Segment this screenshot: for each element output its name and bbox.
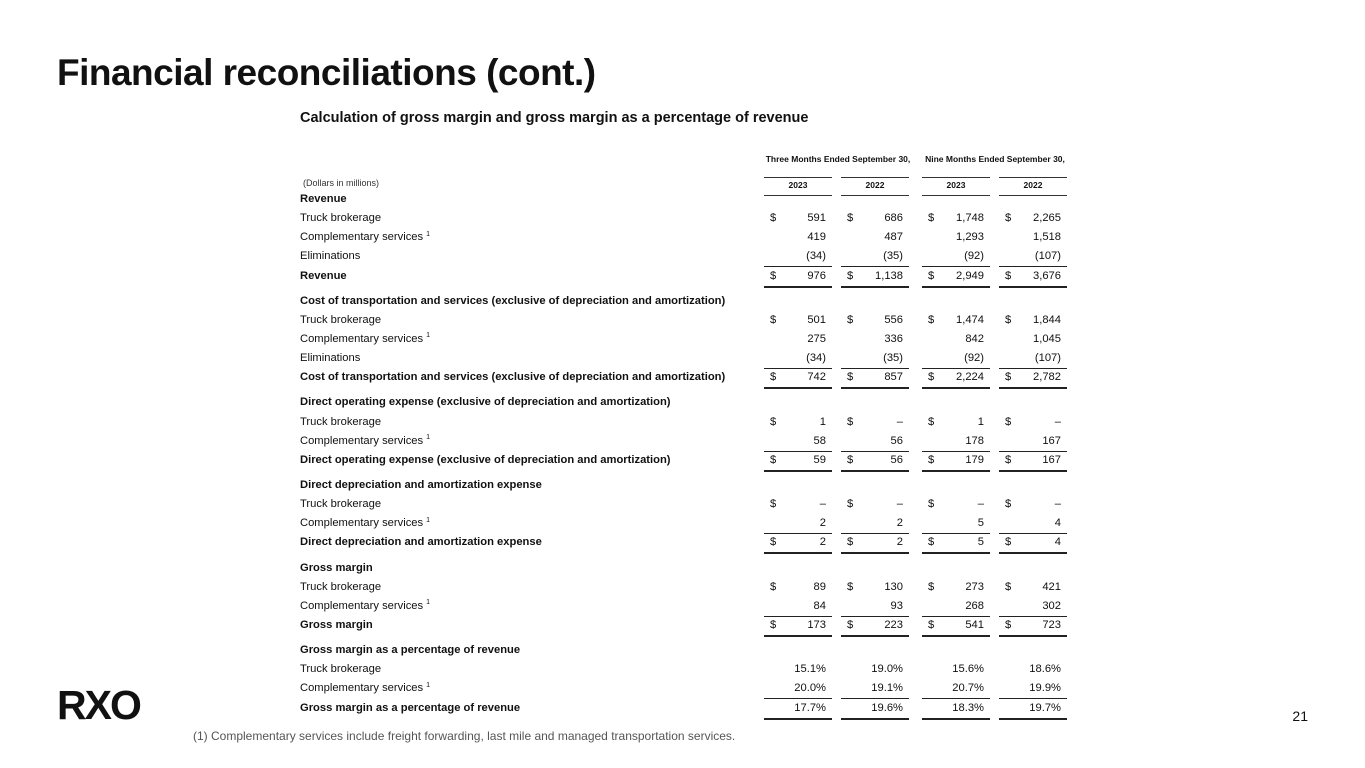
cell-value: 419	[807, 231, 826, 244]
value-cell	[764, 330, 832, 349]
row-label-text: Truck brokerage	[300, 415, 382, 428]
cell-value: 93	[890, 599, 903, 612]
cell-value: 19.6%	[871, 701, 903, 714]
row-label	[300, 413, 381, 432]
dollar-sign: $	[1005, 371, 1012, 384]
table-row	[0, 209, 1365, 228]
dollar-sign: $	[847, 415, 854, 428]
value-cell	[764, 495, 832, 514]
row-label-text: Truck brokerage	[300, 663, 382, 676]
three-months-header: Three Months Ended September 30,	[765, 154, 911, 164]
cell-value: 56	[890, 453, 903, 466]
table-row	[0, 578, 1365, 597]
dollar-sign: $	[1005, 498, 1012, 511]
cell-value: 167	[1042, 453, 1061, 466]
value-cell	[922, 679, 990, 699]
row-label	[300, 641, 520, 660]
value-cell	[922, 311, 990, 330]
cell-value: 2,782	[1033, 371, 1061, 384]
value-cell	[999, 679, 1067, 699]
cell-value: 1,748	[956, 212, 984, 225]
row-label-text: Cost of transportation and services (exclusive of depreciation and amortization)	[300, 371, 726, 384]
cell-value: 1	[977, 415, 984, 428]
dollar-sign: $	[770, 453, 777, 466]
row-label	[300, 311, 381, 330]
cell-value: 275	[807, 332, 826, 345]
value-cell	[764, 209, 832, 228]
cell-value: 1,474	[956, 313, 984, 326]
cell-value: 5	[977, 536, 984, 549]
row-label-text: Revenue	[300, 193, 347, 205]
cell-value: 20.0%	[794, 682, 826, 695]
row-label-text: Direct operating expense (exclusive of depreciation and amortization)	[300, 396, 671, 409]
section-header-row	[0, 476, 1365, 495]
value-cell	[999, 311, 1067, 330]
row-label-text: Direct depreciation and amortization expense	[300, 536, 542, 549]
dollar-sign: $	[770, 415, 777, 428]
value-cell	[922, 209, 990, 228]
cell-value: 273	[965, 580, 984, 593]
cell-value: 556	[884, 313, 903, 326]
cell-value: 2,949	[956, 269, 984, 282]
cell-value: –	[819, 498, 826, 511]
row-label	[300, 597, 430, 616]
cell-value: 1,138	[875, 269, 903, 282]
value-cell	[999, 660, 1067, 679]
dollar-sign: $	[928, 580, 935, 593]
cell-value: 59	[813, 453, 826, 466]
row-label-text: Revenue	[300, 269, 347, 282]
dollar-sign: $	[847, 269, 854, 282]
value-cell	[764, 578, 832, 597]
table-row	[0, 495, 1365, 514]
cell-value: 223	[884, 618, 903, 631]
value-cell	[764, 267, 832, 288]
footnote-marker: 1	[426, 332, 431, 340]
row-label	[300, 247, 360, 266]
footnote-marker: 1	[426, 433, 431, 441]
cell-value: 130	[884, 580, 903, 593]
row-label	[300, 368, 725, 387]
table-row	[0, 597, 1365, 616]
footnote-marker: 1	[426, 599, 431, 607]
dollar-sign: $	[928, 212, 935, 225]
dollar-sign: $	[770, 212, 777, 225]
dollar-sign: $	[928, 618, 935, 631]
cell-value: 4	[1054, 517, 1061, 530]
section-header-row	[0, 292, 1365, 311]
row-label-text: Complementary services	[300, 231, 424, 244]
table-row	[0, 533, 1365, 552]
value-cell	[999, 330, 1067, 349]
dollar-sign: $	[770, 498, 777, 511]
dollar-sign: $	[1005, 313, 1012, 326]
nine-months-header: Nine Months Ended September 30,	[925, 154, 1065, 164]
value-cell	[764, 597, 832, 617]
row-label-text: Gross margin as a percentage of revenue	[300, 644, 521, 657]
cell-value: (34)	[806, 352, 826, 365]
cell-value: 15.6%	[952, 663, 984, 676]
cell-value: 591	[807, 212, 826, 225]
cell-value: (107)	[1034, 352, 1061, 365]
row-label	[300, 533, 542, 552]
row-label	[300, 699, 520, 718]
row-label	[300, 267, 347, 286]
value-cell	[764, 349, 832, 369]
table-row	[0, 514, 1365, 533]
value-cell	[922, 247, 990, 267]
table-row	[0, 228, 1365, 247]
value-cell	[999, 451, 1067, 472]
rxo-logo: RXO	[57, 682, 140, 728]
table-subtitle: Calculation of gross margin and gross margin as a percentage of revenue	[300, 110, 809, 126]
section-header-row	[0, 393, 1365, 412]
value-cell	[999, 267, 1067, 288]
cell-value: –	[1054, 498, 1061, 511]
dollar-sign: $	[1005, 580, 1012, 593]
cell-value: 686	[884, 212, 903, 225]
value-cell	[764, 247, 832, 267]
value-cell	[841, 660, 909, 679]
cell-value: 2	[896, 536, 903, 549]
cell-value: –	[1054, 415, 1061, 428]
row-label	[300, 330, 430, 349]
cell-value: 17.7%	[794, 701, 826, 714]
dollar-sign: $	[1005, 212, 1012, 225]
slide-title: Financial reconciliations (cont.)	[57, 52, 596, 93]
cell-value: (107)	[1034, 250, 1061, 263]
cell-value: 19.0%	[871, 663, 903, 676]
cell-value: (35)	[883, 352, 903, 365]
cell-value: 2	[819, 536, 826, 549]
cell-value: 302	[1042, 599, 1061, 612]
value-cell	[922, 349, 990, 369]
cell-value: (92)	[964, 352, 984, 365]
value-cell	[922, 660, 990, 679]
year-header: 2023	[922, 177, 990, 196]
dollar-sign: $	[770, 313, 777, 326]
table-row	[0, 660, 1365, 679]
dollar-sign: $	[847, 618, 854, 631]
value-cell	[999, 699, 1067, 720]
value-cell	[841, 267, 909, 288]
cell-value: 857	[884, 371, 903, 384]
footnote-marker: 1	[426, 516, 431, 524]
value-cell	[999, 349, 1067, 369]
table-row	[0, 247, 1365, 266]
value-cell	[999, 228, 1067, 247]
cell-value: 15.1%	[794, 663, 826, 676]
row-label	[300, 190, 347, 209]
value-cell	[841, 368, 909, 389]
row-label-text: Truck brokerage	[300, 498, 382, 511]
row-label	[300, 209, 381, 228]
dollar-sign: $	[1005, 453, 1012, 466]
cell-value: 842	[965, 332, 984, 345]
row-label-text: Eliminations	[300, 352, 361, 365]
cell-value: 20.7%	[952, 682, 984, 695]
cell-value: 268	[965, 599, 984, 612]
cell-value: 19.7%	[1029, 701, 1061, 714]
cell-value: 5	[977, 517, 984, 530]
value-cell	[922, 228, 990, 247]
cell-value: 4	[1054, 536, 1061, 549]
cell-value: 541	[965, 618, 984, 631]
dollar-sign: $	[928, 313, 935, 326]
cell-value: (92)	[964, 250, 984, 263]
dollar-sign: $	[1005, 415, 1012, 428]
row-label-text: Gross margin as a percentage of revenue	[300, 701, 521, 714]
cell-value: 2,265	[1033, 212, 1061, 225]
value-cell	[922, 597, 990, 617]
value-cell	[841, 699, 909, 720]
reconciliation-table	[0, 190, 1365, 718]
cell-value: –	[896, 415, 903, 428]
value-cell	[922, 495, 990, 514]
row-label	[300, 349, 360, 368]
cell-value: 19.1%	[871, 682, 903, 695]
table-row	[0, 699, 1365, 718]
dollar-sign: $	[847, 498, 854, 511]
section-header-row	[0, 641, 1365, 660]
row-label-text: Truck brokerage	[300, 212, 382, 225]
value-cell	[922, 699, 990, 720]
value-cell	[841, 413, 909, 432]
value-cell	[841, 330, 909, 349]
value-cell	[841, 514, 909, 534]
cell-value: 501	[807, 313, 826, 326]
cell-value: 173	[807, 618, 826, 631]
value-cell	[922, 514, 990, 534]
row-label	[300, 393, 671, 412]
value-cell	[922, 451, 990, 472]
year-header: 2022	[841, 177, 909, 196]
value-cell	[764, 228, 832, 247]
table-row	[0, 432, 1365, 451]
value-cell	[841, 247, 909, 267]
value-cell	[764, 432, 832, 452]
value-cell	[764, 311, 832, 330]
row-label	[300, 292, 725, 311]
value-cell	[999, 616, 1067, 637]
dollar-sign: $	[770, 269, 777, 282]
section-header-row	[0, 559, 1365, 578]
value-cell	[841, 228, 909, 247]
value-cell	[764, 514, 832, 534]
cell-value: 18.3%	[952, 701, 984, 714]
table-row	[0, 368, 1365, 387]
row-label	[300, 476, 542, 495]
value-cell	[841, 451, 909, 472]
row-label	[300, 660, 381, 679]
dollar-sign: $	[928, 536, 935, 549]
section-header-row	[0, 190, 1365, 209]
value-cell	[764, 413, 832, 432]
value-cell	[841, 597, 909, 617]
value-cell	[841, 432, 909, 452]
dollar-sign: $	[1005, 269, 1012, 282]
footnote-marker: 1	[426, 230, 431, 238]
cell-value: 1,518	[1033, 231, 1061, 244]
row-label-text: Complementary services	[300, 599, 424, 612]
cell-value: 179	[965, 453, 984, 466]
cell-value: 18.6%	[1029, 663, 1061, 676]
table-row	[0, 330, 1365, 349]
year-header: 2023	[764, 177, 832, 196]
row-label	[300, 432, 430, 451]
dollar-sign: $	[928, 453, 935, 466]
value-cell	[841, 495, 909, 514]
row-label	[300, 616, 373, 635]
cell-value: 2	[896, 517, 903, 530]
cell-value: 1,045	[1033, 332, 1061, 345]
row-label-text: Cost of transportation and services (exclusive of depreciation and amortization)	[300, 294, 726, 307]
cell-value: 1,293	[956, 231, 984, 244]
table-row	[0, 679, 1365, 698]
value-cell	[999, 368, 1067, 389]
dollar-sign: $	[928, 371, 935, 384]
value-cell	[999, 413, 1067, 432]
value-cell	[841, 679, 909, 699]
dollar-sign: $	[1005, 536, 1012, 549]
table-row	[0, 349, 1365, 368]
row-label-text: Direct operating expense (exclusive of depreciation and amortization)	[300, 453, 671, 466]
cell-value: 19.9%	[1029, 682, 1061, 695]
value-cell	[922, 578, 990, 597]
cell-value: 976	[807, 269, 826, 282]
value-cell	[764, 616, 832, 637]
value-cell	[999, 209, 1067, 228]
row-label-text: Direct depreciation and amortization expense	[300, 478, 542, 491]
cell-value: 336	[884, 332, 903, 345]
dollar-sign: $	[847, 313, 854, 326]
value-cell	[764, 533, 832, 554]
cell-value: 723	[1042, 618, 1061, 631]
cell-value: 1,844	[1033, 313, 1061, 326]
cell-value: (35)	[883, 250, 903, 263]
dollar-sign: $	[847, 453, 854, 466]
row-label	[300, 514, 430, 533]
dollar-sign: $	[770, 371, 777, 384]
row-label	[300, 679, 430, 698]
value-cell	[922, 267, 990, 288]
value-cell	[999, 432, 1067, 452]
row-label	[300, 228, 430, 247]
cell-value: 178	[965, 434, 984, 447]
value-cell	[922, 432, 990, 452]
value-cell	[841, 209, 909, 228]
year-header: 2022	[999, 177, 1067, 196]
value-cell	[841, 533, 909, 554]
value-cell	[841, 616, 909, 637]
value-cell	[764, 679, 832, 699]
row-label-text: Eliminations	[300, 250, 361, 263]
value-cell	[999, 514, 1067, 534]
table-row	[0, 413, 1365, 432]
row-label-text: Complementary services	[300, 434, 424, 447]
value-cell	[999, 578, 1067, 597]
dollar-sign: $	[847, 536, 854, 549]
row-label-text: Truck brokerage	[300, 313, 382, 326]
cell-value: 167	[1042, 434, 1061, 447]
page-number: 21	[1292, 708, 1308, 724]
cell-value: 2,224	[956, 371, 984, 384]
row-label	[300, 451, 671, 470]
cell-value: 84	[813, 599, 826, 612]
cell-value: 56	[890, 434, 903, 447]
table-row	[0, 451, 1365, 470]
row-label	[300, 559, 373, 578]
value-cell	[999, 597, 1067, 617]
cell-value: (34)	[806, 250, 826, 263]
value-cell	[922, 413, 990, 432]
cell-value: 421	[1042, 580, 1061, 593]
value-cell	[922, 330, 990, 349]
dollar-sign: $	[928, 269, 935, 282]
dollar-sign: $	[770, 580, 777, 593]
dollar-sign: $	[847, 212, 854, 225]
value-cell	[922, 533, 990, 554]
row-label-text: Complementary services	[300, 517, 424, 530]
table-row	[0, 311, 1365, 330]
dollar-sign: $	[928, 498, 935, 511]
cell-value: 742	[807, 371, 826, 384]
value-cell	[764, 660, 832, 679]
dollar-sign: $	[770, 618, 777, 631]
cell-value: 89	[813, 580, 826, 593]
value-cell	[841, 349, 909, 369]
row-label-text: Gross margin	[300, 561, 373, 574]
value-cell	[764, 368, 832, 389]
value-cell	[999, 247, 1067, 267]
units-label: (Dollars in millions)	[303, 178, 380, 188]
table-row	[0, 616, 1365, 635]
row-label	[300, 578, 381, 597]
dollar-sign: $	[770, 536, 777, 549]
row-label-text: Truck brokerage	[300, 580, 382, 593]
cell-value: –	[896, 498, 903, 511]
dollar-sign: $	[847, 580, 854, 593]
dollar-sign: $	[1005, 618, 1012, 631]
value-cell	[922, 616, 990, 637]
footnote-marker: 1	[426, 681, 431, 689]
value-cell	[764, 451, 832, 472]
cell-value: 487	[884, 231, 903, 244]
value-cell	[922, 368, 990, 389]
value-cell	[999, 533, 1067, 554]
dollar-sign: $	[847, 371, 854, 384]
row-label-text: Gross margin	[300, 618, 373, 631]
footnote: (1) Complementary services include freight forwarding, last mile and managed transportation services.	[193, 729, 736, 743]
value-cell	[999, 495, 1067, 514]
cell-value: 1	[819, 415, 826, 428]
value-cell	[841, 311, 909, 330]
cell-value: 3,676	[1033, 269, 1061, 282]
row-label-text: Complementary services	[300, 332, 424, 345]
value-cell	[841, 578, 909, 597]
cell-value: 2	[819, 517, 826, 530]
table-row	[0, 267, 1365, 286]
value-cell	[764, 699, 832, 720]
row-label-text: Complementary services	[300, 682, 424, 695]
cell-value: –	[977, 498, 984, 511]
row-label	[300, 495, 381, 514]
cell-value: 58	[813, 434, 826, 447]
dollar-sign: $	[928, 415, 935, 428]
